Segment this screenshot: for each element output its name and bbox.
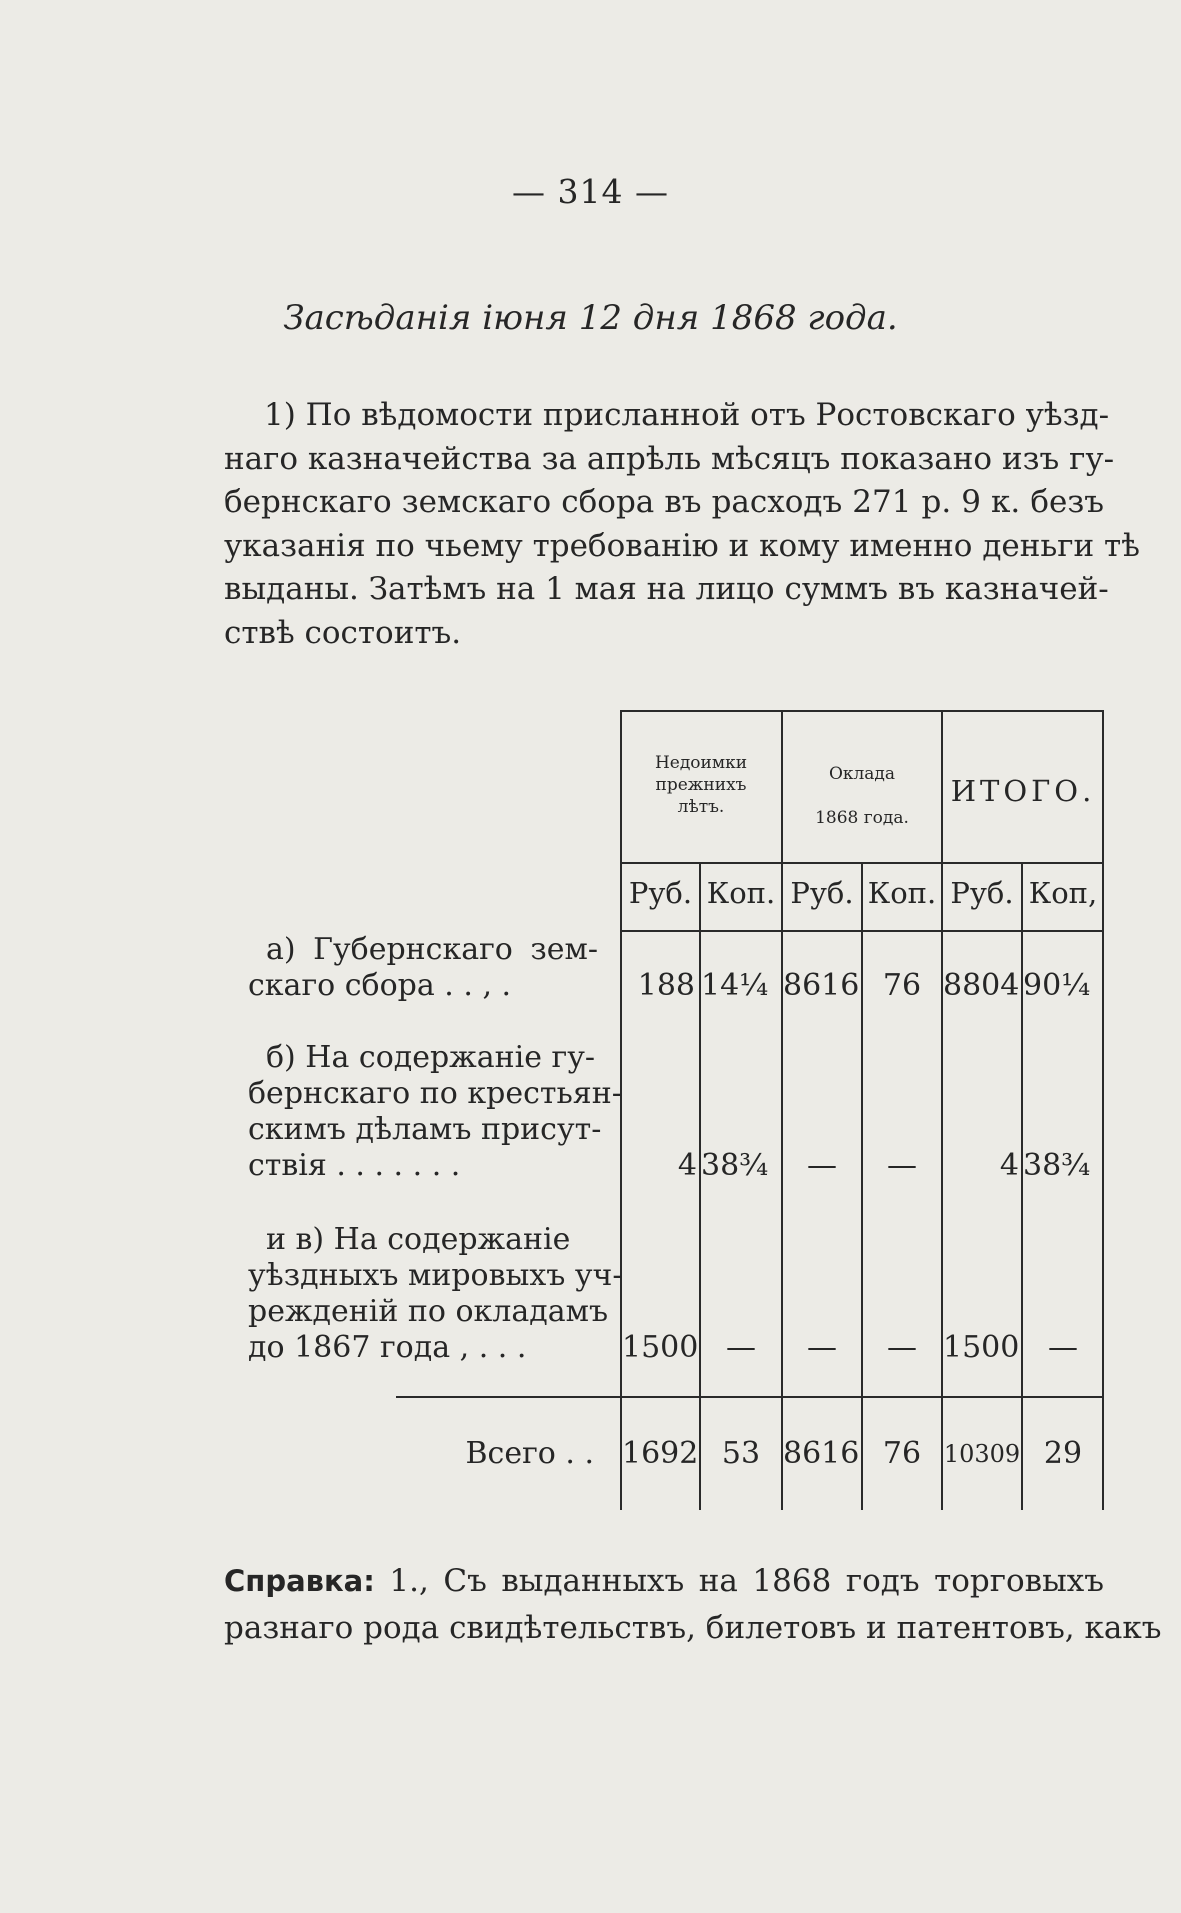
unit-label: Руб. xyxy=(950,876,1014,910)
reference-label: Справка: xyxy=(224,1564,375,1598)
session-heading: Засѣданія іюня 12 дня 1868 года. xyxy=(283,298,898,338)
row-label-line: скимъ дѣламъ присут- xyxy=(248,1112,602,1147)
col-line xyxy=(861,862,863,1510)
row-label-line: уѣздныхъ мировыхъ уч- xyxy=(248,1258,623,1293)
row-label-line: бернскаго по крестьян- xyxy=(248,1076,622,1111)
header-arrears xyxy=(622,752,780,818)
row-label-line: до 1867 года , . . . xyxy=(248,1330,527,1365)
reference-text: 1., Съ выданныхъ на 1868 годъ торговыхъ xyxy=(389,1563,1104,1599)
cell-value: — xyxy=(807,1330,837,1365)
header-text: 1868 года. xyxy=(815,808,909,828)
header-total: ИТОГО. xyxy=(950,774,1096,808)
cell-value: 1500 xyxy=(622,1330,699,1365)
header-text: Оклада xyxy=(828,764,896,784)
row-label-line: скаго сбора . . , . xyxy=(248,968,512,1003)
paragraph-line: 1) По вѣдомости присланной отъ Ростовскаго уѣзд- xyxy=(264,397,1110,433)
row-label-line: ствія . . . . . . . xyxy=(248,1148,461,1183)
row-label-line: а) Губернскаго зем- xyxy=(266,932,598,967)
cell-value: 8616 xyxy=(783,968,860,1003)
header-text: лѣтъ. xyxy=(677,797,725,817)
cell-value: 38¾ xyxy=(1023,1148,1091,1183)
cell-value: — xyxy=(807,1148,837,1183)
main-paragraph xyxy=(224,394,1140,655)
unit-label: Коп, xyxy=(1028,876,1098,910)
page-number: — 314 — xyxy=(512,172,669,211)
reference-line: разнаго рода свидѣтельствъ, билетовъ и патентовъ, какъ xyxy=(224,1610,1162,1646)
cell-value: — xyxy=(887,1330,917,1365)
total-value: 10309 xyxy=(943,1440,1021,1468)
row-label-b xyxy=(224,1040,622,1184)
col-line xyxy=(1021,862,1023,1510)
row-label-a xyxy=(224,932,598,1004)
header-text: Недоимки xyxy=(654,753,748,773)
cell-value: 14¼ xyxy=(701,968,769,1003)
cell-value: 188 xyxy=(637,968,695,1003)
reference-note xyxy=(224,1558,1162,1652)
cell-value: — xyxy=(726,1330,756,1365)
paragraph-line: выданы. Затѣмъ на 1 мая на лицо суммъ въ казначей- xyxy=(224,571,1109,607)
cell-value: — xyxy=(887,1148,917,1183)
total-value: 29 xyxy=(1043,1436,1083,1471)
total-value: 8616 xyxy=(783,1436,860,1471)
unit-label: Коп. xyxy=(867,876,937,910)
row-label-line: б) На содержаніе гу- xyxy=(266,1040,596,1075)
cell-value: 4 xyxy=(677,1148,697,1183)
col-line xyxy=(699,862,701,1510)
col-line xyxy=(1102,710,1104,1510)
col-line xyxy=(941,710,943,1510)
row-label-line: режденій по окладамъ xyxy=(248,1294,609,1329)
paragraph-line: ствѣ состоитъ. xyxy=(224,614,462,651)
unit-label: Руб. xyxy=(628,876,693,910)
paragraph-line: наго казначейства за апрѣль мѣсяцъ показано изъ гу- xyxy=(224,440,1115,477)
total-label: Всего . . xyxy=(465,1436,594,1471)
row-label-line: и в) На содержаніе xyxy=(266,1222,571,1257)
header-text: прежнихъ xyxy=(655,775,747,795)
cell-value: 90¼ xyxy=(1023,968,1091,1003)
total-value: 53 xyxy=(721,1436,761,1471)
summary-table xyxy=(224,708,1104,1510)
paragraph-line: бернскаго земскаго сбора въ расходъ 271 р. 9 к. безъ xyxy=(224,484,1104,520)
cell-value: 8804 xyxy=(943,968,1020,1003)
cell-value: 4 xyxy=(999,1148,1019,1183)
row-label-c xyxy=(224,1222,623,1366)
unit-label: Руб. xyxy=(790,876,854,910)
paragraph-line: указанія по чьему требованію и кому именно деньги тѣ xyxy=(224,527,1140,564)
cell-value: — xyxy=(1048,1330,1078,1365)
cell-value: 38¾ xyxy=(701,1148,769,1183)
header-salary xyxy=(783,752,941,840)
cell-value: 76 xyxy=(882,968,922,1003)
unit-label: Коп. xyxy=(706,876,776,910)
cell-value: 1500 xyxy=(943,1330,1020,1365)
reference-line xyxy=(224,1558,1104,1605)
total-rule xyxy=(396,1396,1104,1398)
total-value: 76 xyxy=(882,1436,922,1471)
table-top-rule xyxy=(620,710,1104,712)
total-value: 1692 xyxy=(622,1436,699,1471)
